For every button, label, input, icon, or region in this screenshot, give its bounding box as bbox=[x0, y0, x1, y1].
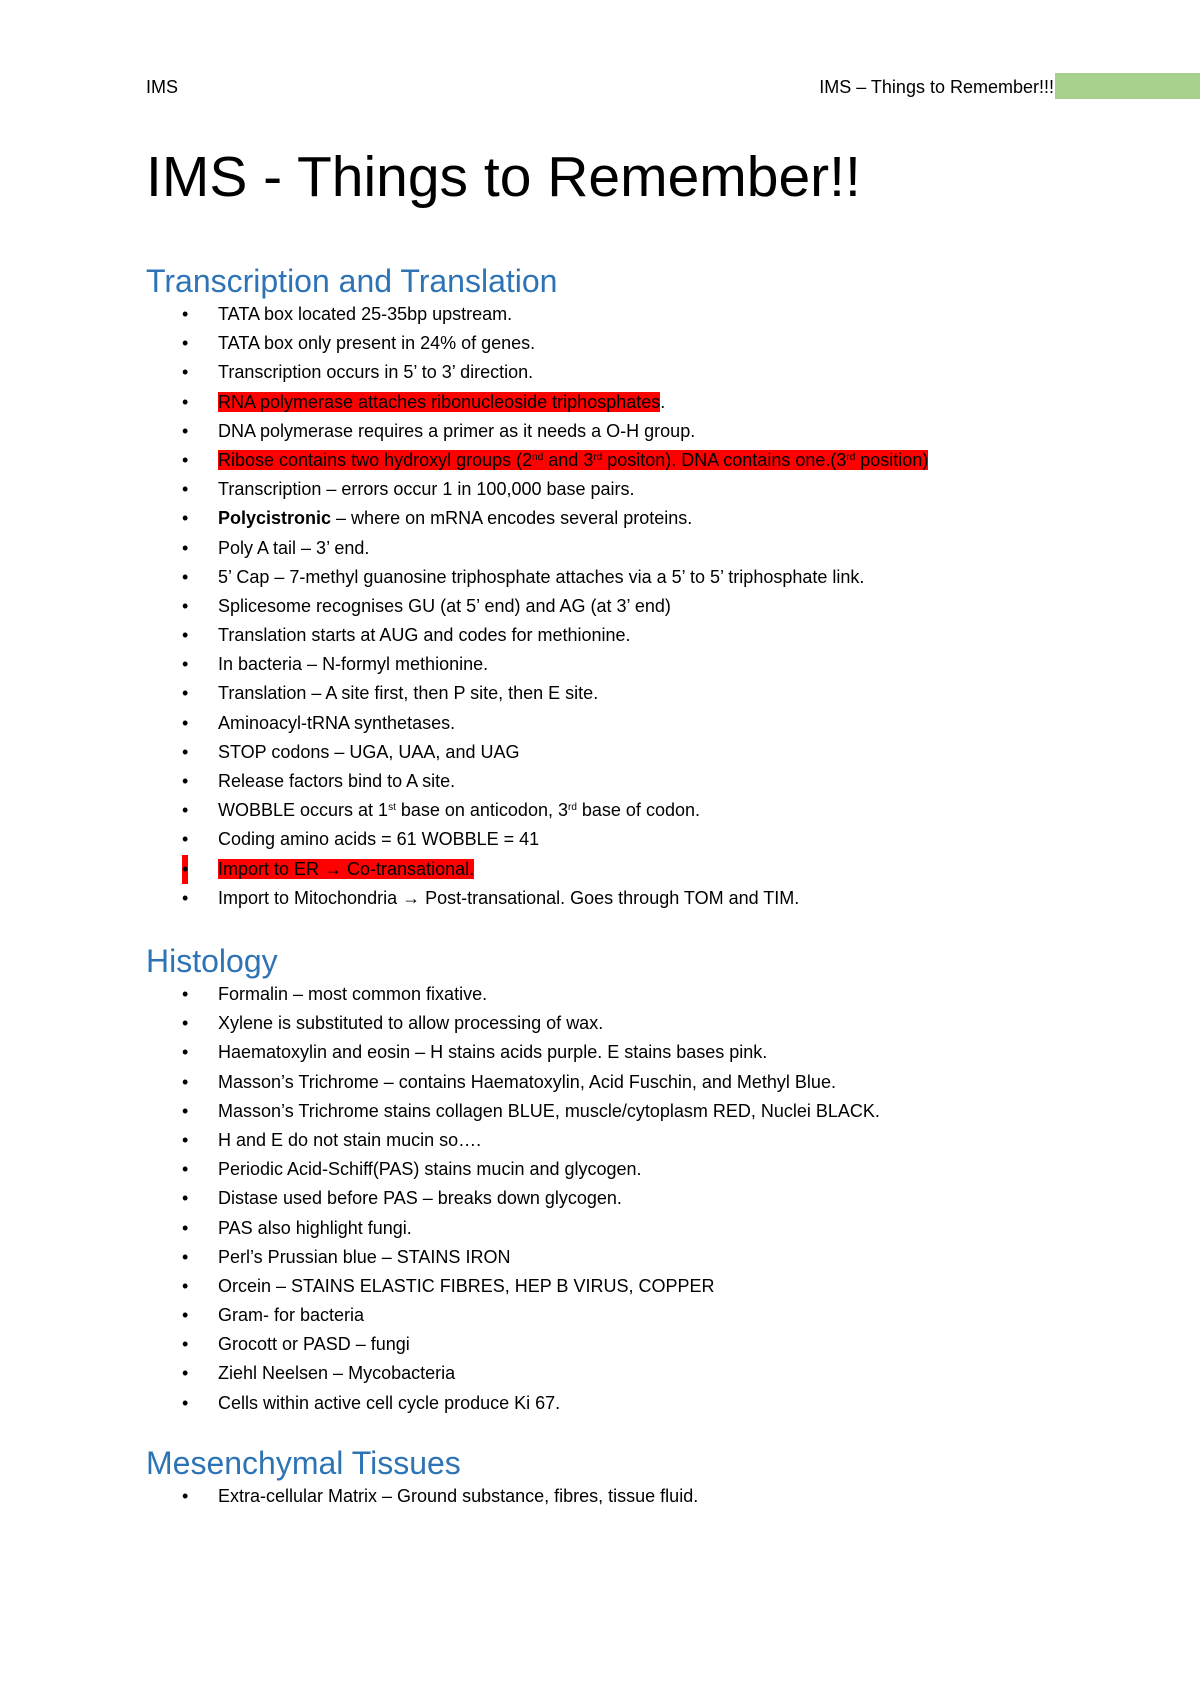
list-item: • 5’ Cap – 7-methyl guanosine triphosphate attaches via a 5’ to 5’ triphosphate link. bbox=[146, 563, 1066, 592]
header-left-text: IMS bbox=[146, 77, 179, 97]
section-heading-histology: Histology bbox=[146, 943, 278, 979]
bullet-icon: • bbox=[182, 420, 189, 441]
list-item-highlighted bbox=[146, 855, 1066, 884]
bullet-icon: • bbox=[182, 1129, 189, 1150]
highlight: Ribose contains two hydroxyl groups (2nd and 3rd positon). DNA contains one.(3rd position) bbox=[218, 449, 929, 470]
bullet-icon: • bbox=[182, 771, 189, 791]
list-item: • Transcription occurs in 5’ to 3’ direction. bbox=[146, 358, 1066, 387]
list-item: • Translation starts at AUG and codes for methionine. bbox=[146, 621, 1066, 650]
list-item: • STOP codons – UGA, UAA, and UAG bbox=[146, 738, 1066, 767]
list-item: • Haematoxylin and eosin – H stains acids purple. E stains bases pink. bbox=[146, 1038, 1066, 1067]
bullet-icon: • bbox=[182, 683, 189, 704]
bullet-icon: • bbox=[182, 1305, 189, 1326]
bullet-icon: • bbox=[182, 1217, 189, 1238]
list-item: • DNA polymerase requires a primer as it needs a O-H group. bbox=[146, 417, 1066, 446]
list-item-highlighted bbox=[146, 446, 1066, 475]
list-item: • TATA box located 25-35bp upstream. bbox=[146, 300, 1066, 329]
bullet-icon: • bbox=[182, 1392, 189, 1413]
bullet-icon: • bbox=[182, 741, 189, 762]
list-item: • Translation – A site first, then P site, then E site. bbox=[146, 679, 1066, 708]
section-transcription bbox=[146, 262, 1066, 913]
bullet-icon: • bbox=[182, 887, 189, 908]
list-item: • Grocott or PASD – fungi bbox=[146, 1330, 1066, 1359]
list-item: • Release factors bind to A site. bbox=[146, 767, 1066, 796]
section-heading-mesenchymal: Mesenchymal Tissues bbox=[146, 1445, 461, 1481]
bullet-icon: • bbox=[182, 595, 189, 616]
bullet-icon: • bbox=[182, 1042, 189, 1063]
bullet-icon: • bbox=[182, 829, 189, 850]
section-histology bbox=[146, 942, 1066, 1418]
list-item: • Masson’s Trichrome stains collagen BLUE, muscle/cytoplasm RED, Nuclei BLACK. bbox=[146, 1097, 1066, 1126]
list-item: • Aminoacyl-tRNA synthetases. bbox=[146, 709, 1066, 738]
arrow-right-icon: → bbox=[402, 887, 421, 908]
transcription-list bbox=[146, 300, 1066, 913]
bullet-icon: • bbox=[182, 304, 189, 324]
list-item: • Formalin – most common fixative. bbox=[146, 980, 1066, 1009]
list-item: • H and E do not stain mucin so…. bbox=[146, 1126, 1066, 1155]
page-title: IMS - Things to Remember!! bbox=[146, 145, 861, 209]
list-item: • Masson’s Trichrome – contains Haematoxylin, Acid Fuschin, and Methyl Blue. bbox=[146, 1068, 1066, 1097]
bullet-icon: • bbox=[182, 508, 189, 529]
list-item: • Perl’s Prussian blue – STAINS IRON bbox=[146, 1243, 1066, 1272]
list-item: • Coding amino acids = 61 WOBBLE = 41 bbox=[146, 825, 1066, 854]
list-item: • Extra-cellular Matrix – Ground substance, fibres, tissue fluid. bbox=[146, 1482, 1066, 1511]
section-heading-transcription: Transcription and Translation bbox=[146, 263, 558, 299]
list-item: • Import to Mitochondria → Post-transational. Goes through TOM and TIM. bbox=[146, 884, 1066, 913]
bullet-icon: • bbox=[182, 1363, 189, 1384]
list-item: • Cells within active cell cycle produce Ki 67. bbox=[146, 1389, 1066, 1418]
bullet-icon: • bbox=[182, 362, 189, 383]
list-item-highlighted: • RNA polymerase attaches ribonucleoside triphosphates. bbox=[146, 388, 1066, 417]
bullet-icon: • bbox=[182, 625, 189, 646]
list-item: • WOBBLE occurs at 1st base on anticodon, 3rd base of codon. bbox=[146, 796, 1066, 825]
list-item: • Poly A tail – 3’ end. bbox=[146, 534, 1066, 563]
arrow-right-icon: → bbox=[324, 858, 343, 879]
list-item: • Polycistronic – where on mRNA encodes several proteins. bbox=[146, 504, 1066, 533]
bullet-icon: • bbox=[182, 1486, 189, 1506]
bullet-icon: • bbox=[182, 566, 189, 587]
bullet-icon: • bbox=[182, 479, 189, 500]
bullet-icon: • bbox=[182, 1071, 189, 1092]
bullet-icon: • bbox=[182, 1100, 189, 1121]
bullet-icon: • bbox=[182, 1159, 189, 1180]
bullet-icon: • bbox=[182, 537, 189, 558]
bullet-icon: • bbox=[182, 855, 188, 884]
header-accent-bar bbox=[1055, 73, 1200, 99]
highlight: Import to ER → Co-transational. bbox=[218, 858, 475, 879]
histology-list bbox=[146, 980, 1066, 1418]
list-item: • Periodic Acid-Schiff(PAS) stains mucin and glycogen. bbox=[146, 1155, 1066, 1184]
list-item: • Orcein – STAINS ELASTIC FIBRES, HEP B VIRUS, COPPER bbox=[146, 1272, 1066, 1301]
list-item: • TATA box only present in 24% of genes. bbox=[146, 329, 1066, 358]
list-item: • In bacteria – N-formyl methionine. bbox=[146, 650, 1066, 679]
list-item: • Xylene is substituted to allow processing of wax. bbox=[146, 1009, 1066, 1038]
bullet-icon: • bbox=[182, 1334, 189, 1355]
bullet-icon: • bbox=[182, 1013, 189, 1034]
bullet-icon: • bbox=[182, 391, 189, 412]
list-item: • Gram- for bacteria bbox=[146, 1301, 1066, 1330]
list-item: • Distase used before PAS – breaks down glycogen. bbox=[146, 1184, 1066, 1213]
mesenchymal-list bbox=[146, 1482, 1066, 1511]
list-item: • PAS also highlight fungi. bbox=[146, 1214, 1066, 1243]
bullet-icon: • bbox=[182, 1246, 189, 1267]
list-item: • Transcription – errors occur 1 in 100,000 base pairs. bbox=[146, 475, 1066, 504]
bullet-icon: • bbox=[182, 1188, 189, 1209]
bullet-icon: • bbox=[182, 800, 189, 821]
bullet-icon: • bbox=[182, 654, 189, 675]
bullet-icon: • bbox=[182, 1275, 189, 1296]
header-right-text: IMS – Things to Remember!!! bbox=[819, 77, 1054, 97]
bullet-icon: • bbox=[182, 449, 189, 470]
bullet-icon: • bbox=[182, 712, 189, 733]
highlight: RNA polymerase attaches ribonucleoside triphosphates bbox=[218, 391, 661, 412]
bullet-icon: • bbox=[182, 984, 189, 1004]
section-mesenchymal bbox=[146, 1444, 1066, 1511]
list-item: • Splicesome recognises GU (at 5’ end) and AG (at 3’ end) bbox=[146, 592, 1066, 621]
list-item: • Ziehl Neelsen – Mycobacteria bbox=[146, 1359, 1066, 1388]
bullet-icon: • bbox=[182, 333, 189, 354]
